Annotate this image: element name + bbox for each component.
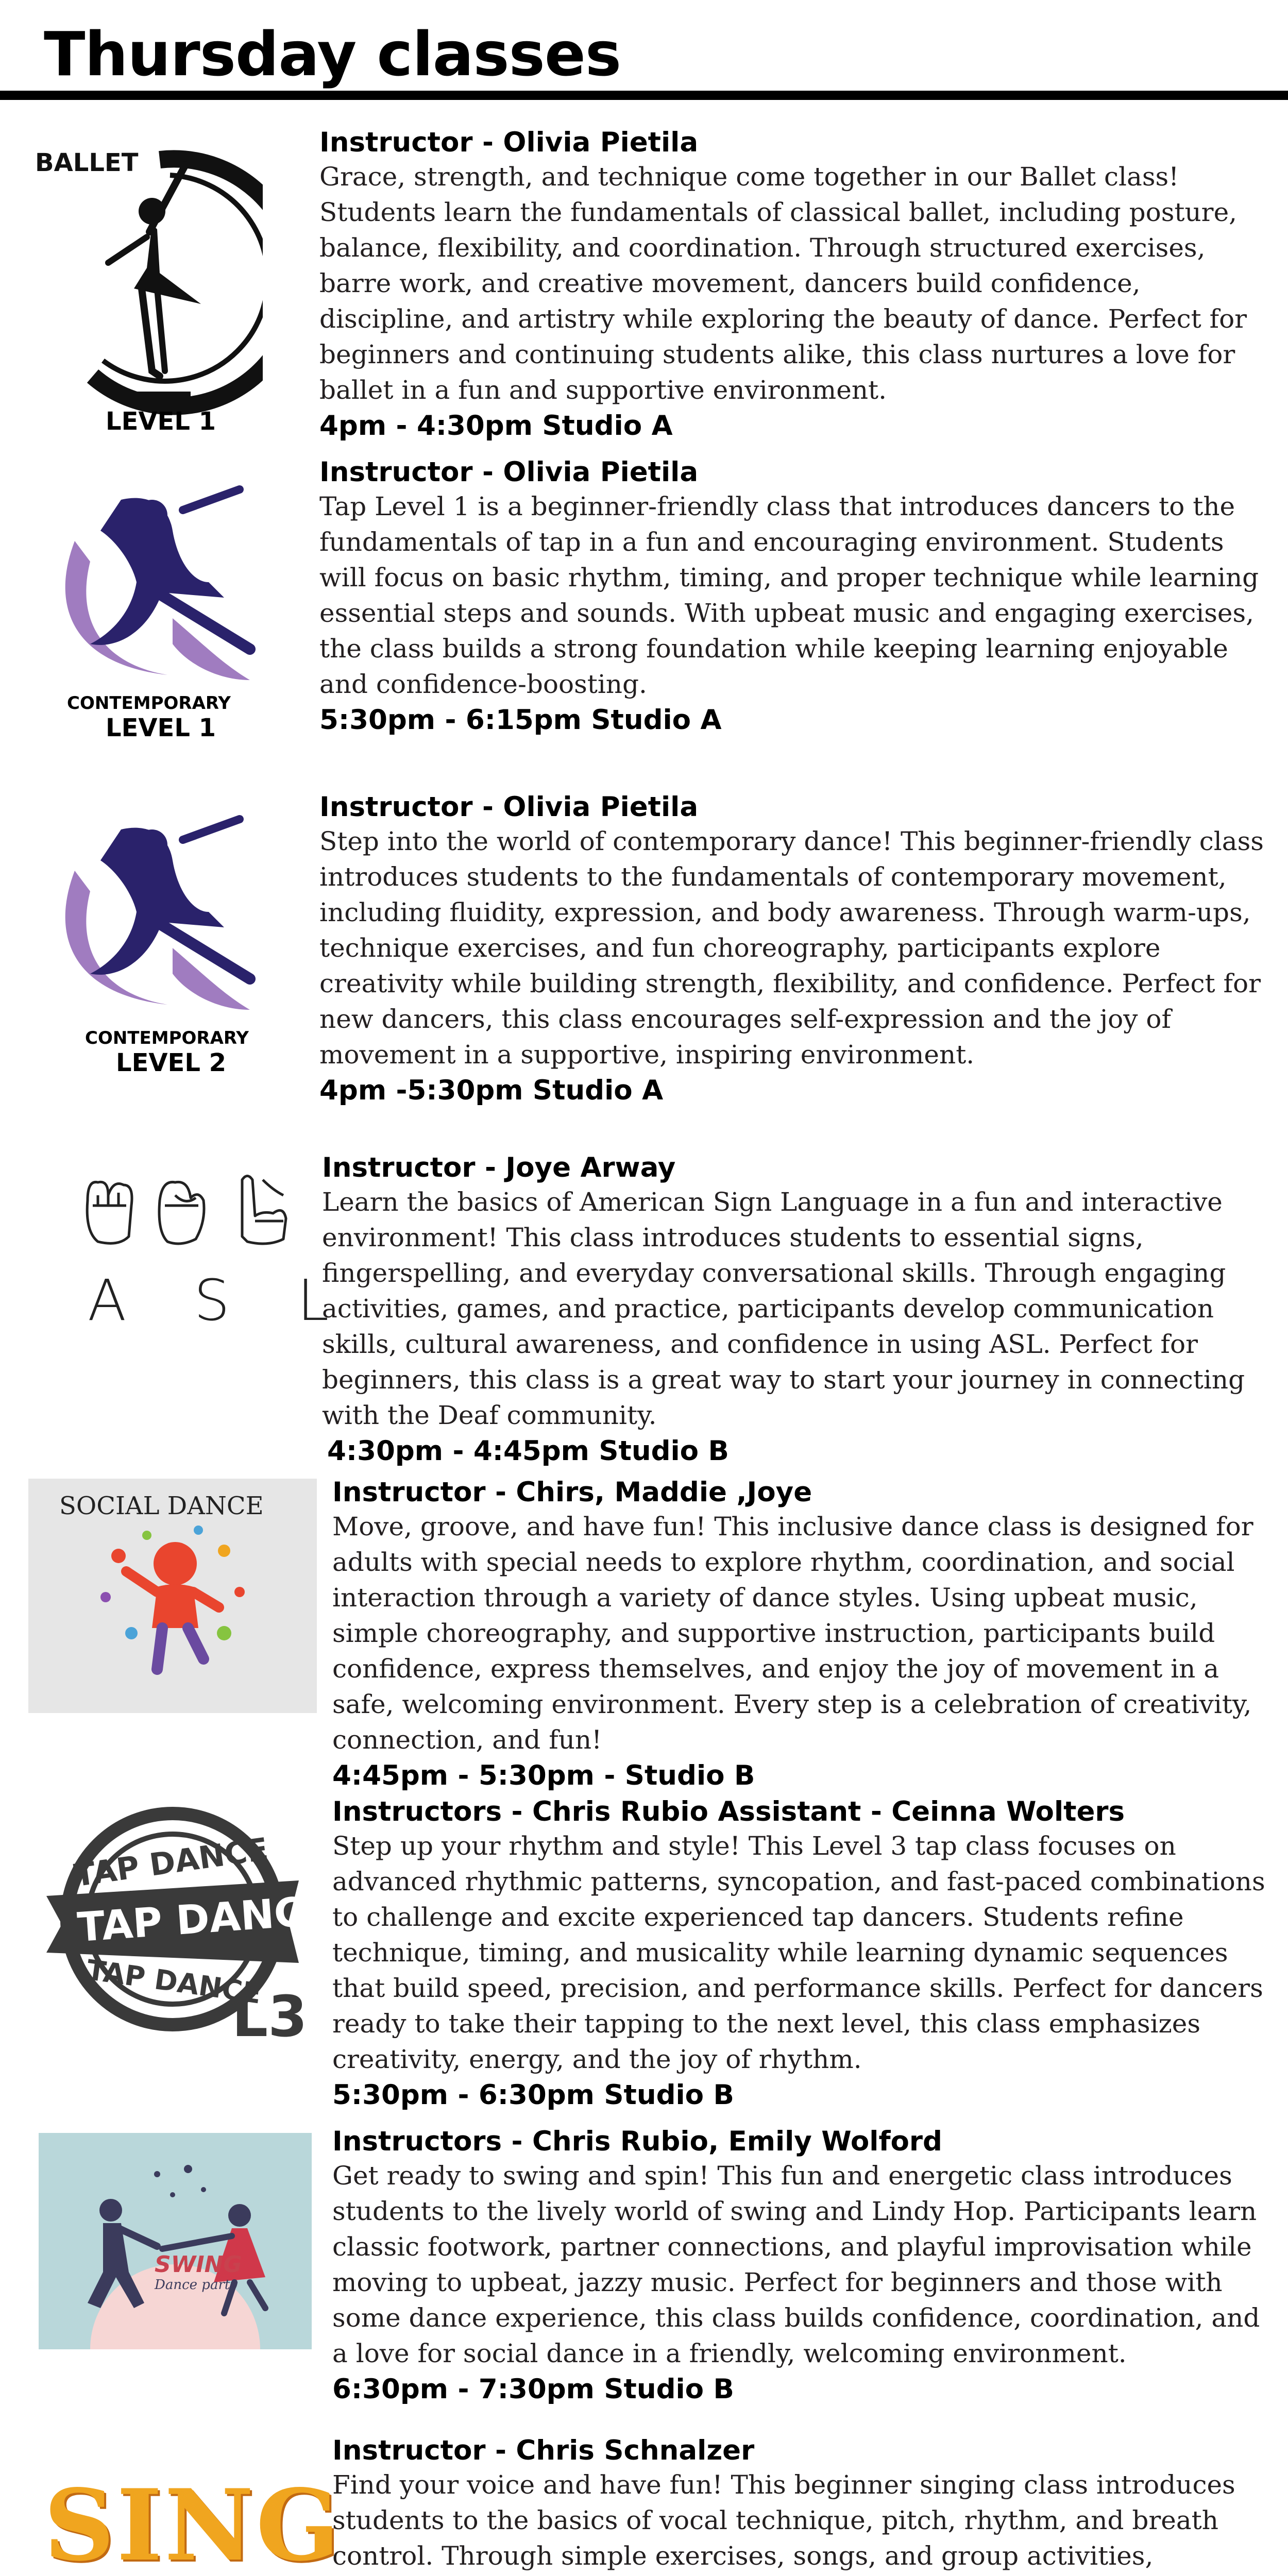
social-dance-logo-text: SOCIAL DANCE xyxy=(59,1492,264,1520)
class-description: Move, groove, and have fun! This inclusive dance class is designed for adults with special needs to explore rhythm, coordination, and social interaction through a variety of dance styles. Using upbeat music, simple choreography, and supportive instruction, participants build confidence, express themselves, and enjoy the joy of movement in a safe, welcoming environment. Every step is a celebration of creativity, connection, and fun! xyxy=(332,1512,1253,1755)
swing-dancers-icon xyxy=(39,2133,312,2349)
class-contemporary-1 xyxy=(0,453,1288,757)
class-time: 5:30pm - 6:15pm Studio A xyxy=(319,704,722,736)
class-contemporary-2 xyxy=(0,788,1288,1128)
class-time: 6:30pm - 7:30pm Studio B xyxy=(332,2374,734,2405)
tap-dance-logo-text: TAP DANCE xyxy=(76,1887,333,1952)
swing-logo-subtext: Dance party xyxy=(155,2277,238,2293)
class-ballet xyxy=(0,124,1288,443)
svg-text:TAP DANCE: TAP DANCE xyxy=(72,1831,270,1894)
page-header xyxy=(0,0,1288,106)
class-description: Step into the world of contemporary dance! This beginner-friendly class introduces students to the fundamentals of contemporary movement, including fluidity, expression, and body awareness. Through warm-ups, technique exercises, and fun choreography, participants explore creativity while building strength, flexibility, and confidence. Perfect for new dancers, this class encourages self-expression and the joy of movement in a supportive, inspiring environment. xyxy=(319,826,1264,1070)
class-description: Get ready to swing and spin! This fun and energetic class introduces students to the lively world of swing and Lindy Hop. Participants learn classic footwork, partner connections, and playful improvisation while moving to upbeat, jazzy music. Perfect for beginners and those with some dance experience, this class builds confidence, coordination, and a love for social dance in a friendly, welcoming environment. xyxy=(332,2161,1260,2368)
header-divider xyxy=(0,91,1288,100)
class-time: 4:45pm - 5:30pm - Studio B xyxy=(332,1760,755,1791)
level-label: L3 xyxy=(232,1984,308,2049)
class-sing xyxy=(0,2434,1288,2576)
contemporary-logo xyxy=(54,809,270,1036)
class-tap-dance xyxy=(0,1793,1288,2111)
class-description: Tap Level 1 is a beginner-friendly class that introduces dancers to the fundamentals of tap in a fun and encouraging environment. Students will focus on basic rhythm, timing, and proper technique while learning essential steps and sounds. With upbeat music and engaging exercises, the class builds a strong foundation while keeping learning enjoyable and confidence-boosting. xyxy=(319,492,1259,699)
swing-logo xyxy=(39,2133,312,2349)
class-asl xyxy=(0,1149,1288,1467)
swing-logo-text: SWING xyxy=(155,2251,242,2278)
sing-logo: SING xyxy=(44,2468,342,2576)
level-label: LEVEL 1 xyxy=(106,407,216,436)
class-swing xyxy=(0,2123,1288,2432)
svg-text:TAP DANCE: TAP DANCE xyxy=(84,1953,263,2010)
class-time: 4pm - 4:30pm Studio A xyxy=(319,410,673,442)
level-label: LEVEL 1 xyxy=(106,714,216,742)
logo-caption: CONTEMPORARY xyxy=(67,693,231,714)
ballet-logo-text: BALLET xyxy=(35,148,139,177)
contemporary-dancer-icon xyxy=(54,809,270,1036)
ballet-logo xyxy=(31,134,263,443)
class-description: Learn the basics of American Sign Language in a fun and interactive environment! This class introduces students to essential signs, fingerspelling, and everyday conversational skills. Through engaging activities, games, and practice, participants develop communication skills, cultural awareness, and confidence in using ASL. Perfect for beginners, this class is a great way to start your journey in connecting with the Deaf community. xyxy=(322,1187,1245,1430)
contemporary-dancer-icon xyxy=(54,479,270,706)
contemporary-logo xyxy=(54,479,270,706)
logo-caption: CONTEMPORARY xyxy=(85,1028,249,1048)
page-title: Thursday classes xyxy=(44,19,621,90)
class-description: Step up your rhythm and style! This Level 3 tap class focuses on advanced rhythmic patterns, syncopation, and fast-paced combinations to challenge and excite experienced tap dancers. Students refine technique, timing, and musicality while learning dynamic sequences that build speed, precision, and performance skills. Perfect for dancers ready to take their tapping to the next level, this class emphasizes creativity, energy, and the joy of rhythm. xyxy=(332,1831,1265,2074)
instructor-name: Instructors - Chris Rubio, Emily Wolford xyxy=(332,2126,942,2157)
instructor-name: Instructors - Chris Rubio Assistant - Ceinna Wolters xyxy=(332,1796,1125,1827)
class-time: 4:30pm - 4:45pm Studio B xyxy=(327,1435,729,1467)
asl-logo-text: A S L xyxy=(88,1267,354,1333)
class-time: 4pm -5:30pm Studio A xyxy=(319,1075,664,1106)
instructor-name: Instructor - Olivia Pietila xyxy=(319,456,699,488)
instructor-name: Instructor - Olivia Pietila xyxy=(319,791,699,823)
instructor-name: Instructor - Chirs, Maddie ,Joye xyxy=(332,1477,812,1508)
ballerina-icon xyxy=(31,134,263,443)
instructor-name: Instructor - Joye Arway xyxy=(322,1152,676,1183)
class-social-dance xyxy=(0,1473,1288,1791)
class-description: Find your voice and have fun! This beginner singing class introduces students to the basics of vocal technique, pitch, rhythm, and breath control. Through simple exercises, songs, and group activities, xyxy=(332,2470,1235,2571)
class-time: 5:30pm - 6:30pm Studio B xyxy=(332,2079,734,2111)
class-description: Grace, strength, and technique come together in our Ballet class! Students learn the fundamentals of classical ballet, including posture, balance, flexibility, and coordination. Through structured exercises, barre work, and creative movement, dancers build confidence, discipline, and artistry while exploring the beauty of dance. Perfect for beginners and continuing students alike, this class nurtures a love for ballet in a fun and supportive environment. xyxy=(319,162,1247,405)
instructor-name: Instructor - Chris Schnalzer xyxy=(332,2435,755,2466)
instructor-name: Instructor - Olivia Pietila xyxy=(319,127,699,158)
level-label: LEVEL 2 xyxy=(116,1048,227,1077)
